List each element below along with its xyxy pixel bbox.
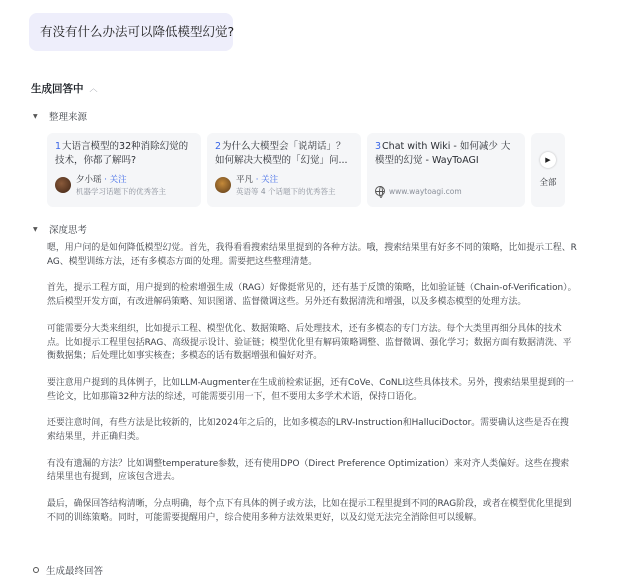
source-card-author xyxy=(55,175,166,197)
source-card-author xyxy=(215,175,336,197)
follow-link[interactable]: · 关注 xyxy=(104,175,127,185)
thinking-paragraph: 有没有遗漏的方法？比如调整temperature参数，还有使用DPO（Direct Preference Optimization）来对齐人类偏好。这些在搜索结果里也有提到，应该包含进去。 xyxy=(47,458,570,483)
follow-link[interactable]: · 关注 xyxy=(255,175,279,185)
arrow-right-icon[interactable]: ▶ xyxy=(540,152,556,168)
source-card-title: 2为什么大模型会「说胡话」？如何解决大模型的「幻觉」问... xyxy=(215,141,348,166)
source-card-2[interactable] xyxy=(207,133,361,207)
all-sources-button[interactable] xyxy=(531,133,565,207)
source-card-title: 1大语言模型的32种消除幻觉的技术，你都了解吗? xyxy=(55,141,189,166)
generating-header[interactable] xyxy=(31,81,98,96)
user-question-bubble: 有没有什么办法可以降低模型幻觉? xyxy=(29,13,233,51)
thinking-paragraph: 最后，确保回答结构清晰，分点明确，每个点下有具体的例子或方法，比如在提示工程里提到不同的RAG阶段，或者在模型优化里提到不同的训练策略。同时，可能需要提醒用户，综合使用多种方法效果更好，以及幻觉无法完全消除但可以缓解。 xyxy=(47,499,572,523)
source-site xyxy=(375,186,462,196)
sources-label: 整理来源 xyxy=(49,112,88,123)
source-card-title: 3Chat with Wiki - 如何减少 大模型的幻觉 - WayToAGI xyxy=(375,141,511,166)
thinking-paragraph: 首先，提示工程方面，用户提到的检索增强生成（RAG）好像挺常见的，还有基于反馈的策略，比如验证链（Chain-of-Verification）。然后模型开发方面，有改进解码策略、知识图谱、监督微调这些。另外还有数据清洗和增强，以及多模态模型的处理方法。 xyxy=(47,283,577,308)
source-cards xyxy=(47,133,565,207)
circle-icon xyxy=(33,567,39,573)
source-card-1[interactable] xyxy=(47,133,201,207)
avatar xyxy=(215,177,231,193)
chevron-up-icon[interactable]: ︿ xyxy=(89,84,98,93)
avatar xyxy=(55,177,71,193)
final-answer-step xyxy=(33,563,103,577)
sources-section-toggle[interactable] xyxy=(33,109,87,123)
thinking-paragraph: 要注意用户提到的具体例子，比如LLM-Augmenter在生成前检索证据，还有CoVe、CoNLI这些具体技术。另外，搜索结果里提到的一些论文，比如那篇32种方法的综述，可能需要引用一下，但不要用太多学术术语，保持口语化。 xyxy=(47,377,574,402)
generating-label: 生成回答中 xyxy=(31,83,84,95)
source-card-3[interactable] xyxy=(367,133,525,207)
triangle-down-icon: ▼ xyxy=(33,112,38,120)
thinking-paragraph: 还要注意时间，有些方法是比较新的，比如2024年之后的，比如多模态的LRV-Instruction和HalluciDoctor。需要确认这些是否在搜索结果里，并正确归类。 xyxy=(47,418,569,443)
thinking-content xyxy=(47,242,577,539)
thinking-label: 深度思考 xyxy=(49,225,88,236)
triangle-down-icon: ▼ xyxy=(33,225,38,233)
author-description: 英语等 4 个话题下的优秀答主 xyxy=(236,187,336,196)
globe-icon xyxy=(375,186,385,196)
thinking-section-toggle[interactable] xyxy=(33,222,87,236)
site-url: www.waytoagi.com xyxy=(389,186,462,196)
author-name[interactable]: 夕小瑶 xyxy=(76,175,102,185)
final-answer-label: 生成最终回答 xyxy=(46,566,104,577)
thinking-paragraph: 嗯，用户问的是如何降低模型幻觉。首先，我得看看搜索结果里提到的各种方法。哦，搜索结果里有好多不同的策略，比如提示工程、RAG、模型训练方法，还有多模态方面的处理。需要把这些整理清楚。 xyxy=(47,243,577,267)
all-sources-label: 全部 xyxy=(539,178,557,188)
thinking-paragraph: 可能需要分大类来组织，比如提示工程、模型优化、数据策略、后处理技术，还有多模态的专门方法。每个大类里再细分具体的技术点。比如提示工程里包括RAG、高级提示设计、验证链；模型优化里有解码策略调整、监督微调、强化学习；数据方面有数据清洗、平衡数据集；后处理比如事实核查；多模态的话有数据增强和偏好对齐。 xyxy=(47,323,572,362)
author-description: 机器学习话题下的优秀答主 xyxy=(76,187,166,196)
author-name[interactable]: 平凡 xyxy=(236,175,254,185)
